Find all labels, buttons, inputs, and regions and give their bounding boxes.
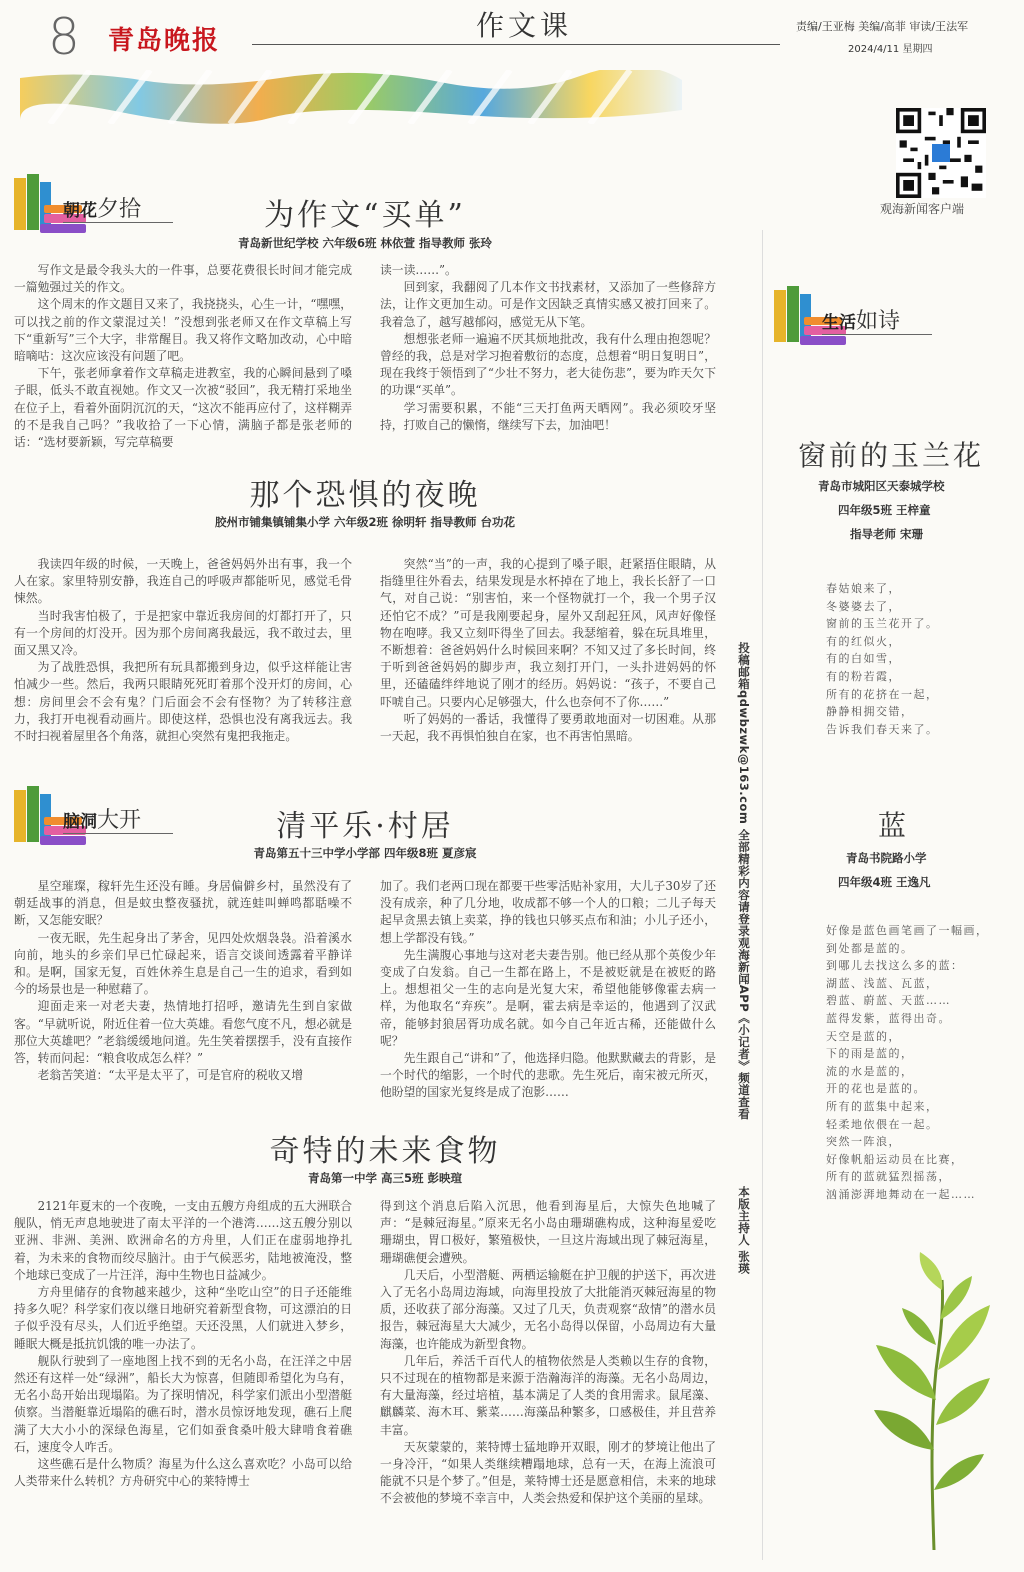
issue-date: 2024/4/11 星期四 (848, 44, 933, 55)
paragraph: 读一读……”。 (380, 263, 457, 277)
column-separator (762, 230, 763, 1560)
poem-school-1: 青岛市城阳区天泰城学校 (818, 479, 945, 493)
paragraph: 先生满腹心事地与这对老夫妻告别。他已经从那个英俊少年变成了白发翁。自己一生都在路上，不是被贬就是在被贬的路上。想想祖父一生的志向是光复大宋，希望他能够像霍去病一样，为他取名“弃疾”。是啊，霍去病是幸运的，他遇到了汉武帝，能够封狼居胥功成名就。如今自己年近古稀，还能做什么呢？ (380, 947, 716, 1048)
paragraph: 回到家，我翻阅了几本作文书找素材，又添加了一些修辞方法，让作文更加生动。可是作文因缺乏真情实感又被打回来了。我着急了，越写越郁闷，感觉无从下笔。 (380, 280, 716, 329)
poem-line: 好像是蓝色画笔画了一幅画， (826, 924, 989, 937)
poem-title-1: 窗前的玉兰花 (798, 439, 985, 472)
paragraph: 2121年夏末的一个夜晚，一支由五艘方舟组成的五大洲联合舰队，悄无声息地驶进了南太平洋的一个港湾……这五艘分别以亚洲、非洲、美洲、欧洲命名的方舟里，人们正在虚弱地挣扎着，为未来的食物而绞尽脑汁。由于气候恶劣，陆地被淹没，整个地球已变成了一片汪洋，海中生物也日益减少。 (14, 1199, 352, 1282)
article-title-3: 清平乐·村居 (276, 809, 454, 844)
paragraph: 为了战胜恐惧，我把所有玩具都搬到身边，似乎这样能让害怕减少一些。然后，我两只眼睛死死盯着那个没开灯的房间，心想：房间里会不会有鬼？门后面会不会有怪物？为了转移注意力，我打开电视看动画片。即使这样，恐惧也没有离我远去。我不时扫视着屋里各个角落，就担心突然有鬼把我拖走。 (14, 660, 352, 744)
poem-author-2: 四年级4班 王逸凡 (838, 875, 931, 889)
section-label-zhaohua: 朝花夕拾 (63, 197, 142, 222)
poem-line: 有的粉若霞， (826, 669, 901, 683)
section-underline (822, 334, 932, 335)
article-2-col-1 (14, 556, 352, 745)
article-title-2: 那个恐惧的夜晚 (249, 478, 481, 513)
page-number: 8 (48, 8, 80, 66)
poem-line: 到处都是蓝的。 (826, 941, 914, 955)
host-info: 本版主持人 张瑛 (737, 1186, 751, 1275)
article-title-4: 奇特的未来食物 (269, 1134, 501, 1169)
paragraph: 学习需要积累，不能“三天打鱼两天晒网”。我必须咬牙坚持，打败自己的懒惰，继续写下去，加油吧！ (380, 400, 716, 432)
poem-author-1: 四年级5班 王梓童 (838, 503, 931, 517)
poem-line: 汹涌澎湃地舞动在一起…… (826, 1187, 976, 1201)
poem-line: 静静相拥交错， (826, 705, 914, 719)
poem-line: 到哪儿去找这么多的蓝： (826, 959, 964, 973)
section-label-shenghuo: 生活如诗 (822, 309, 901, 334)
article-3-col-1 (14, 878, 352, 1084)
paragraph: 得到这个消息后陷入沉思，他看到海星后，大惊失色地喊了声：“是棘冠海星。”原来无名小岛由珊瑚礁构成，这种海星爱吃珊瑚虫，胃口极好，繁殖极快，一旦这片海域出现了棘冠海星，珊瑚礁便会遭殃。 (380, 1199, 716, 1265)
article-4-col-2 (380, 1198, 716, 1508)
paragraph: 这些礁石是什么物质？海星为什么这么喜欢吃？小岛可以给人类带来什么转机？方舟研究中心的莱特博士 (14, 1457, 352, 1489)
article-byline-3: 青岛第五十三中学小学部 四年级8班 夏彦宸 (253, 846, 477, 860)
article-1-col-2 (380, 262, 716, 434)
editors-line: 责编/王亚梅 美编/高菲 审读/王法军 (796, 20, 969, 33)
header-rule (252, 44, 780, 45)
poem-body-1 (826, 580, 939, 738)
poem-line: 窗前的玉兰花开了。 (826, 617, 939, 631)
paragraph: 写作文是最令我头大的一件事，总要花费很长时间才能完成一篇勉强过关的作文。 (14, 263, 352, 295)
paragraph: 下午，张老师拿着作文草稿走进教室，我的心瞬间悬到了嗓子眼，低头不敢直视她。作文又一次被“驳回”，我无精打采地坐在位子上，看着外面阴沉沉的天，“这次不能再应付了，这样糊弄的不是我自己吗？”我收拾了一下心情，满脑子都是张老师的话：“选材要新颖，写完草稿要 (14, 366, 352, 450)
paper-logo: 青岛晚报 (108, 26, 221, 56)
article-2-col-2 (380, 556, 716, 745)
paragraph: 方舟里储存的食物越来越少，这种“坐吃山空”的日子还能维持多久呢？科学家们夜以继日地研究着新型食物，可这漂泊的日子似乎没有尽头，人们近乎绝望。天还没黑，人们就进入梦乡，睡眠大概是抵抗饥饿的唯一办法了。 (14, 1285, 352, 1351)
poem-line: 有的红似火， (826, 634, 901, 648)
poem-line: 告诉我们春天来了。 (826, 722, 939, 736)
qr-code[interactable] (896, 108, 986, 198)
paragraph: 我读四年级的时候，一天晚上，爸爸妈妈外出有事，我一个人在家。家里特别安静，我连自己的呼吸声都能听见，感觉毛骨悚然。 (14, 557, 352, 606)
qr-caption: 观海新闻客户端 (880, 202, 965, 216)
section-underline (63, 833, 173, 834)
decorative-stripe (20, 70, 682, 124)
paragraph: 星空璀璨，稼轩先生还没有睡。身居偏僻乡村，虽然没有了朝廷战事的消息，但是蚊虫整夜骚扰，就连蛙叫蝉鸣都聒噪不断，又怎能安眠？ (14, 879, 352, 928)
poem-line: 好像帆船运动员在比赛， (826, 1152, 964, 1166)
article-4-col-1 (14, 1198, 352, 1490)
poem-line: 轻柔地依偎在一起。 (826, 1117, 939, 1131)
poem-line: 下的雨是蓝的， (826, 1047, 914, 1061)
poem-line: 流的水是蓝的， (826, 1064, 914, 1078)
paragraph: 想想张老师一遍遍不厌其烦地批改，我有什么理由抱怨呢？曾经的我，总是对学习抱着敷衍的态度，总想着“明日复明日”，现在我终于领悟到了“少壮不努力，老大徒伤悲”，要为昨天欠下的功课“买单”。 (380, 331, 716, 398)
article-1-col-1 (14, 262, 352, 451)
article-byline-4: 青岛第一中学 高三5班 彭映瑄 (307, 1171, 462, 1185)
poem-line: 冬婆婆去了， (826, 599, 901, 613)
poem-line: 所有的蓝集中起来， (826, 1099, 939, 1113)
poem-school-2: 青岛书院路小学 (846, 851, 927, 865)
poem-line: 突然一阵浪， (826, 1135, 901, 1149)
article-byline-1: 青岛新世纪学校 六年级6班 林依萱 指导教师 张玲 (237, 236, 492, 250)
poem-line: 所有的蓝就猛烈摇荡， (826, 1170, 951, 1184)
article-3-col-2 (380, 878, 716, 1102)
article-byline-2: 胶州市铺集镇铺集小学 六年级2班 徐明轩 指导教师 台功花 (214, 515, 515, 529)
poem-line: 开的花也是蓝的。 (826, 1082, 926, 1096)
paragraph: 一夜无眠，先生起身出了茅舍，见四处炊烟袅袅。沿着溪水向前，地头的乡亲们早已忙碌起来，语言交谈间透露着平静详和。是啊，国家无复，百姓休养生息是自己一生的追求，看到如今的场景也是一种慰藉了。 (14, 930, 352, 997)
section-title: 作文课 (470, 4, 578, 44)
section-underline (63, 222, 173, 223)
paragraph: 舰队行驶到了一座地图上找不到的无名小岛，在汪洋之中居然还有这样一处“绿洲”，船长大为惊喜，但随即希望化为乌有，无名小岛开始出现塌陷。为了探明情况，科学家们派出小型潜艇侦察。当潜艇靠近塌陷的礁石时，潜水员惊讶地发现，礁石上爬满了大大小小的深绿色海星，它们如蚕食桑叶般大肆啃食着礁石，速度令人咋舌。 (14, 1353, 352, 1454)
poem-teacher-1: 指导老师 宋珊 (850, 527, 924, 541)
paragraph: 当时我害怕极了，于是把家中靠近我房间的灯都打开了，只有一个房间的灯没开。因为那个房间离我最远，我不敢过去，里面又黑又冷。 (14, 608, 352, 658)
paragraph: 老翁苦笑道：“太平是太平了，可是官府的税收又增 (37, 1068, 304, 1083)
paragraph: 先生跟自己“讲和”了，他选择归隐。他默默藏去的背影，是一个时代的缩影，一个时代的悲歌。先生死后，南宋被元所灭，他盼望的国家光复终是成了泡影…… (380, 1051, 716, 1100)
submission-info: 投稿邮箱qdwbzwk@163.com 全部精彩内容请登录观海新闻APP《小记者》频道查看 (737, 642, 751, 1121)
paragraph: 几年后，养活千百代人的植物依然是人类赖以生存的食物，只不过现在的植物都是来源于浩瀚海洋的海藻。无名小岛周边，有大量海藻，经过培植，基本满足了人类的食用需求。鼠尾藻、麒麟菜、海木耳、紫菜……海藻品种繁多，口感极佳，并且营养丰富。 (380, 1353, 716, 1437)
paragraph: 突然“当”的一声，我的心提到了嗓子眼，赶紧捂住眼睛，从指缝里往外看去，结果发现是水杯掉在了地上，我长长舒了一口气，对自己说：“别害怕，来一个怪物就打一个，我一个男子汉还怕它不成？”可是我刚要起身，屋外又刮起狂风，风声好像怪物在咆哮。我又立刻吓得坐了回去。我瑟缩着，躲在玩具堆里，不断想着：爸爸妈妈什么时候回来啊？不知又过了多长时间，终于听到爸爸妈妈的脚步声，我立刻打开门，一头扑进妈妈的怀里，还磕磕绊绊地说了刚才的经历。妈妈说：“孩子，不要自己吓唬自己。只要内心足够强大，什么也奈何不了你……” (380, 557, 716, 709)
paragraph: 加了。我们老两口现在都要干些零活贴补家用，大儿子30岁了还没有成亲，种了几分地，收成都不够一个人的口粮；二儿子每天起早贪黑去镇上卖菜，挣的钱也只够买点布和油；小儿子还小，想上学都没有钱。” (380, 879, 716, 945)
poem-line: 蓝得发紫，蓝得出奇。 (826, 1011, 951, 1025)
article-title-1: 为作文“买单” (264, 198, 466, 233)
plant-illustration (866, 1250, 996, 1550)
poem-line: 有的白如雪， (826, 652, 901, 666)
poem-line: 湖蓝、浅蓝、瓦蓝， (826, 976, 939, 990)
paragraph: 听了妈妈的一番话，我懂得了要勇敢地面对一切困难。从那一天起，我不再惧怕独自在家，也不再害怕黑暗。 (380, 711, 716, 744)
paragraph: 几天后，小型潜艇、两栖运输艇在护卫舰的护送下，再次进入了无名小岛周边海域，向海里投放了大批能消灭棘冠海星的物质，还收获了部分海藻。又过了几天，负责观察“敌情”的潜水员报告，棘冠海星大大减少，无名小岛得以保留，小岛周边有大量海藻，也许能成为新型食物。 (380, 1267, 716, 1351)
paragraph: 这个周末的作文题目又来了，我挠挠头，心生一计，“嘿嘿，可以找之前的作文蒙混过关！”没想到张老师又在作文草稿上写下“重新写”三个大字，非常醒目。我又将作文略加改动，心中暗暗嘀咕：这次应该没有问题了吧。 (14, 297, 352, 364)
poem-title-2: 蓝 (878, 809, 910, 842)
poem-line: 碧蓝、蔚蓝、天蓝…… (826, 994, 951, 1008)
poem-line: 天空是蓝的， (826, 1029, 901, 1043)
paragraph: 迎面走来一对老夫妻，热情地打招呼，邀请先生到自家做客。“早就听说，附近住着一位大英雄。看您气度不凡，想必就是那位大英雄吧？”老翁缓缓地问道。先生笑着摆摆手，没有直接作答，转而问起：“粮食收成怎么样？” (14, 999, 352, 1066)
poem-line: 所有的花挤在一起， (826, 687, 939, 701)
paragraph: 天灰蒙蒙的，莱特博士猛地睁开双眼，刚才的梦境让他出了一身冷汗，“如果人类继续糟蹋地球，总有一天，在海上流浪可能就不只是个梦了。”但是，莱特博士还是愿意相信，未来的地球不会被他的梦境不幸言中，人类会热爱和保护这个美丽的星球。 (380, 1439, 716, 1506)
poem-body-2 (826, 922, 989, 1204)
section-label-naodong: 脑洞大开 (63, 808, 142, 833)
poem-line: 春姑娘来了， (826, 582, 901, 595)
